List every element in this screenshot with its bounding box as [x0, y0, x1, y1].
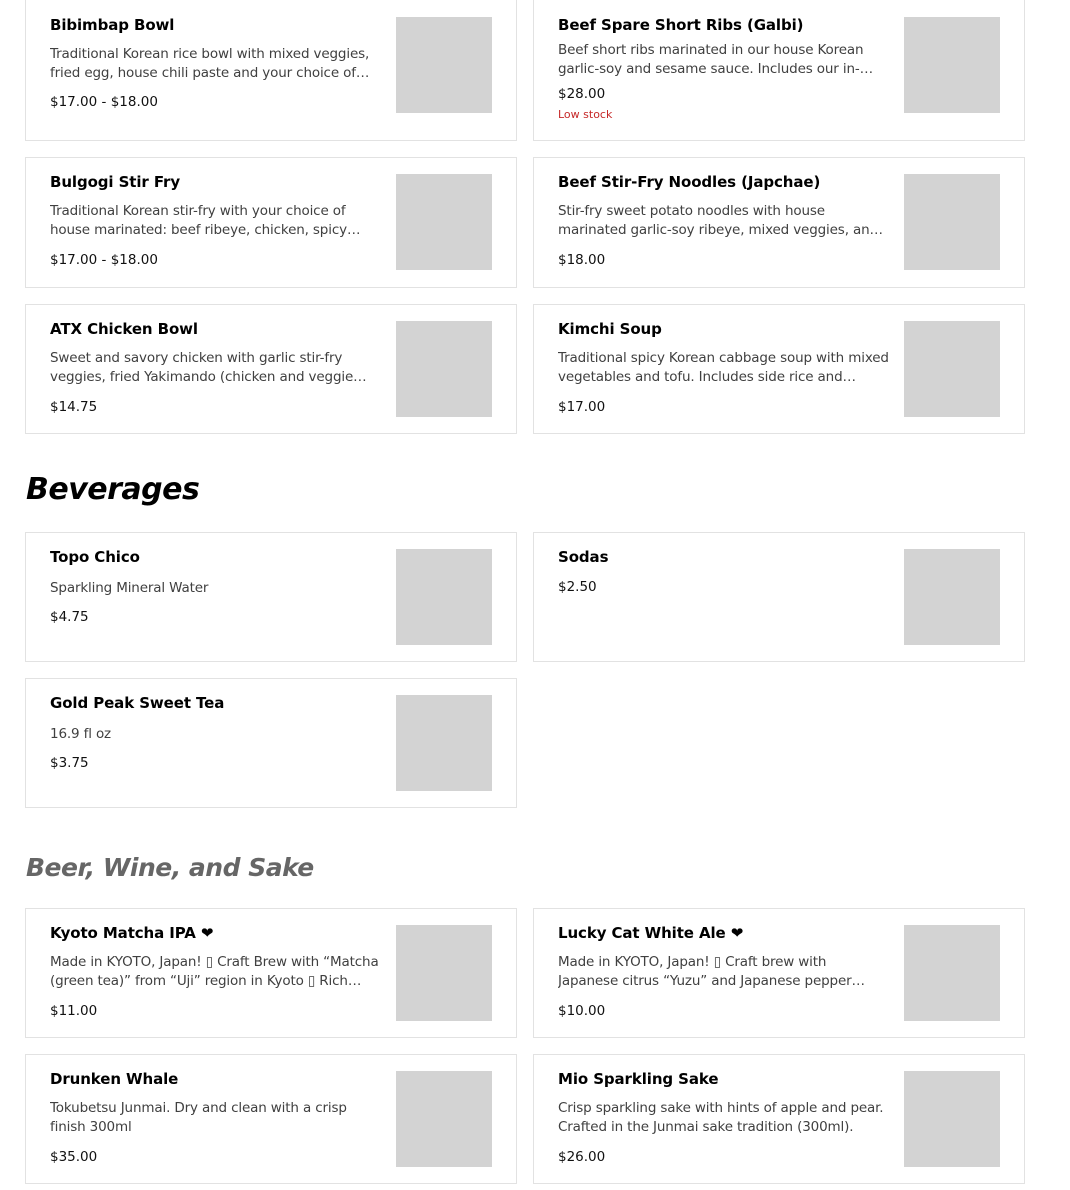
- item-price: $3.75: [50, 755, 89, 771]
- item-name: Lucky Cat White Ale ❤: [558, 924, 744, 942]
- item-image-placeholder: [904, 925, 1000, 1021]
- menu-item-card[interactable]: [533, 1054, 1025, 1184]
- item-price: $11.00: [50, 1003, 98, 1019]
- item-price: $28.00: [558, 86, 606, 102]
- item-price: $17.00 - $18.00: [50, 94, 158, 110]
- menu-item-card[interactable]: [533, 304, 1025, 434]
- item-price: $2.50: [558, 579, 597, 595]
- item-image-placeholder: [396, 549, 492, 645]
- item-description: Made in KYOTO, Japan! ▯ Craft brew with Japanese citrus “Yuzu” and Japanese pepper: [558, 954, 852, 989]
- item-description: Made in KYOTO, Japan! ▯ Craft Brew with “Matcha (green tea)” from “Uji” region in Kyoto ▯ Rich: [50, 954, 379, 989]
- item-description: 16.9 fl oz: [50, 726, 111, 742]
- item-description: Stir-fry sweet potato noodles with house marinated garlic-soy ribeye, mixed veggies, and: [558, 203, 878, 238]
- item-image-placeholder: [904, 1071, 1000, 1167]
- item-description: Traditional Korean stir-fry with your choice of house marinated: beef ribeye, chicken, spicy: [50, 203, 347, 238]
- item-name: ATX Chicken Bowl: [50, 320, 198, 338]
- item-price: $18.00: [558, 252, 606, 268]
- item-image-placeholder: [904, 549, 1000, 645]
- item-description: Sweet and savory chicken with garlic stir-fry veggies, fried Yakimando (chicken and veggie: [50, 350, 354, 385]
- item-description: Traditional spicy Korean cabbage soup with mixed vegetables and tofu. Includes side rice and: [558, 350, 889, 385]
- item-image-placeholder: [396, 321, 492, 417]
- item-price: $17.00: [558, 399, 606, 415]
- item-price: $14.75: [50, 399, 98, 415]
- menu-item-card[interactable]: [25, 157, 517, 288]
- item-name: Mio Sparkling Sake: [558, 1070, 719, 1088]
- item-price: $4.75: [50, 609, 89, 625]
- menu-item-card[interactable]: [533, 908, 1025, 1038]
- item-name: Sodas: [558, 548, 609, 566]
- item-description: Tokubetsu Junmai. Dry and clean with a crisp finish 300ml: [50, 1100, 347, 1135]
- item-image-placeholder: [396, 17, 492, 113]
- item-description: Sparkling Mineral Water: [50, 580, 209, 596]
- menu-item-card[interactable]: [25, 304, 517, 434]
- item-image-placeholder: [904, 17, 1000, 113]
- item-name: Beef Stir-Fry Noodles (Japchae): [558, 173, 821, 191]
- low-stock-badge: Low stock: [558, 108, 613, 121]
- item-description: Crisp sparkling sake with hints of apple and pear. Crafted in the Junmai sake tradition (300ml).: [558, 1100, 884, 1135]
- item-name: Kyoto Matcha IPA ❤: [50, 924, 214, 942]
- item-image-placeholder: [904, 321, 1000, 417]
- menu-item-card[interactable]: [533, 157, 1025, 288]
- item-price: $26.00: [558, 1149, 606, 1165]
- item-image-placeholder: [396, 695, 492, 791]
- item-image-placeholder: [396, 174, 492, 270]
- item-description: Beef short ribs marinated in our house Korean garlic-soy and sesame sauce. Includes our in-: [558, 42, 864, 77]
- item-image-placeholder: [904, 174, 1000, 270]
- item-name: Bulgogi Stir Fry: [50, 173, 180, 191]
- menu-item-card[interactable]: [533, 0, 1025, 141]
- item-name: Beef Spare Short Ribs (Galbi): [558, 16, 804, 34]
- section-title-beverages: Beverages: [26, 472, 200, 507]
- item-price: $17.00 - $18.00: [50, 252, 158, 268]
- menu-item-card[interactable]: [25, 0, 517, 141]
- menu-item-card[interactable]: [25, 532, 517, 662]
- menu-item-card[interactable]: [25, 1054, 517, 1184]
- item-name: Gold Peak Sweet Tea: [50, 694, 225, 712]
- item-price: $35.00: [50, 1149, 98, 1165]
- item-price: $10.00: [558, 1003, 606, 1019]
- item-name: Drunken Whale: [50, 1070, 179, 1088]
- section-title-beer-wine-sake: Beer, Wine, and Sake: [26, 853, 314, 882]
- menu-item-card[interactable]: [25, 908, 517, 1038]
- item-name: Topo Chico: [50, 548, 140, 566]
- menu-item-card[interactable]: [533, 532, 1025, 662]
- menu-item-card[interactable]: [25, 678, 517, 808]
- item-name: Bibimbap Bowl: [50, 16, 175, 34]
- item-description: Traditional Korean rice bowl with mixed veggies, fried egg, house chili paste and your choice of: [50, 46, 370, 81]
- item-image-placeholder: [396, 925, 492, 1021]
- item-image-placeholder: [396, 1071, 492, 1167]
- item-name: Kimchi Soup: [558, 320, 662, 338]
